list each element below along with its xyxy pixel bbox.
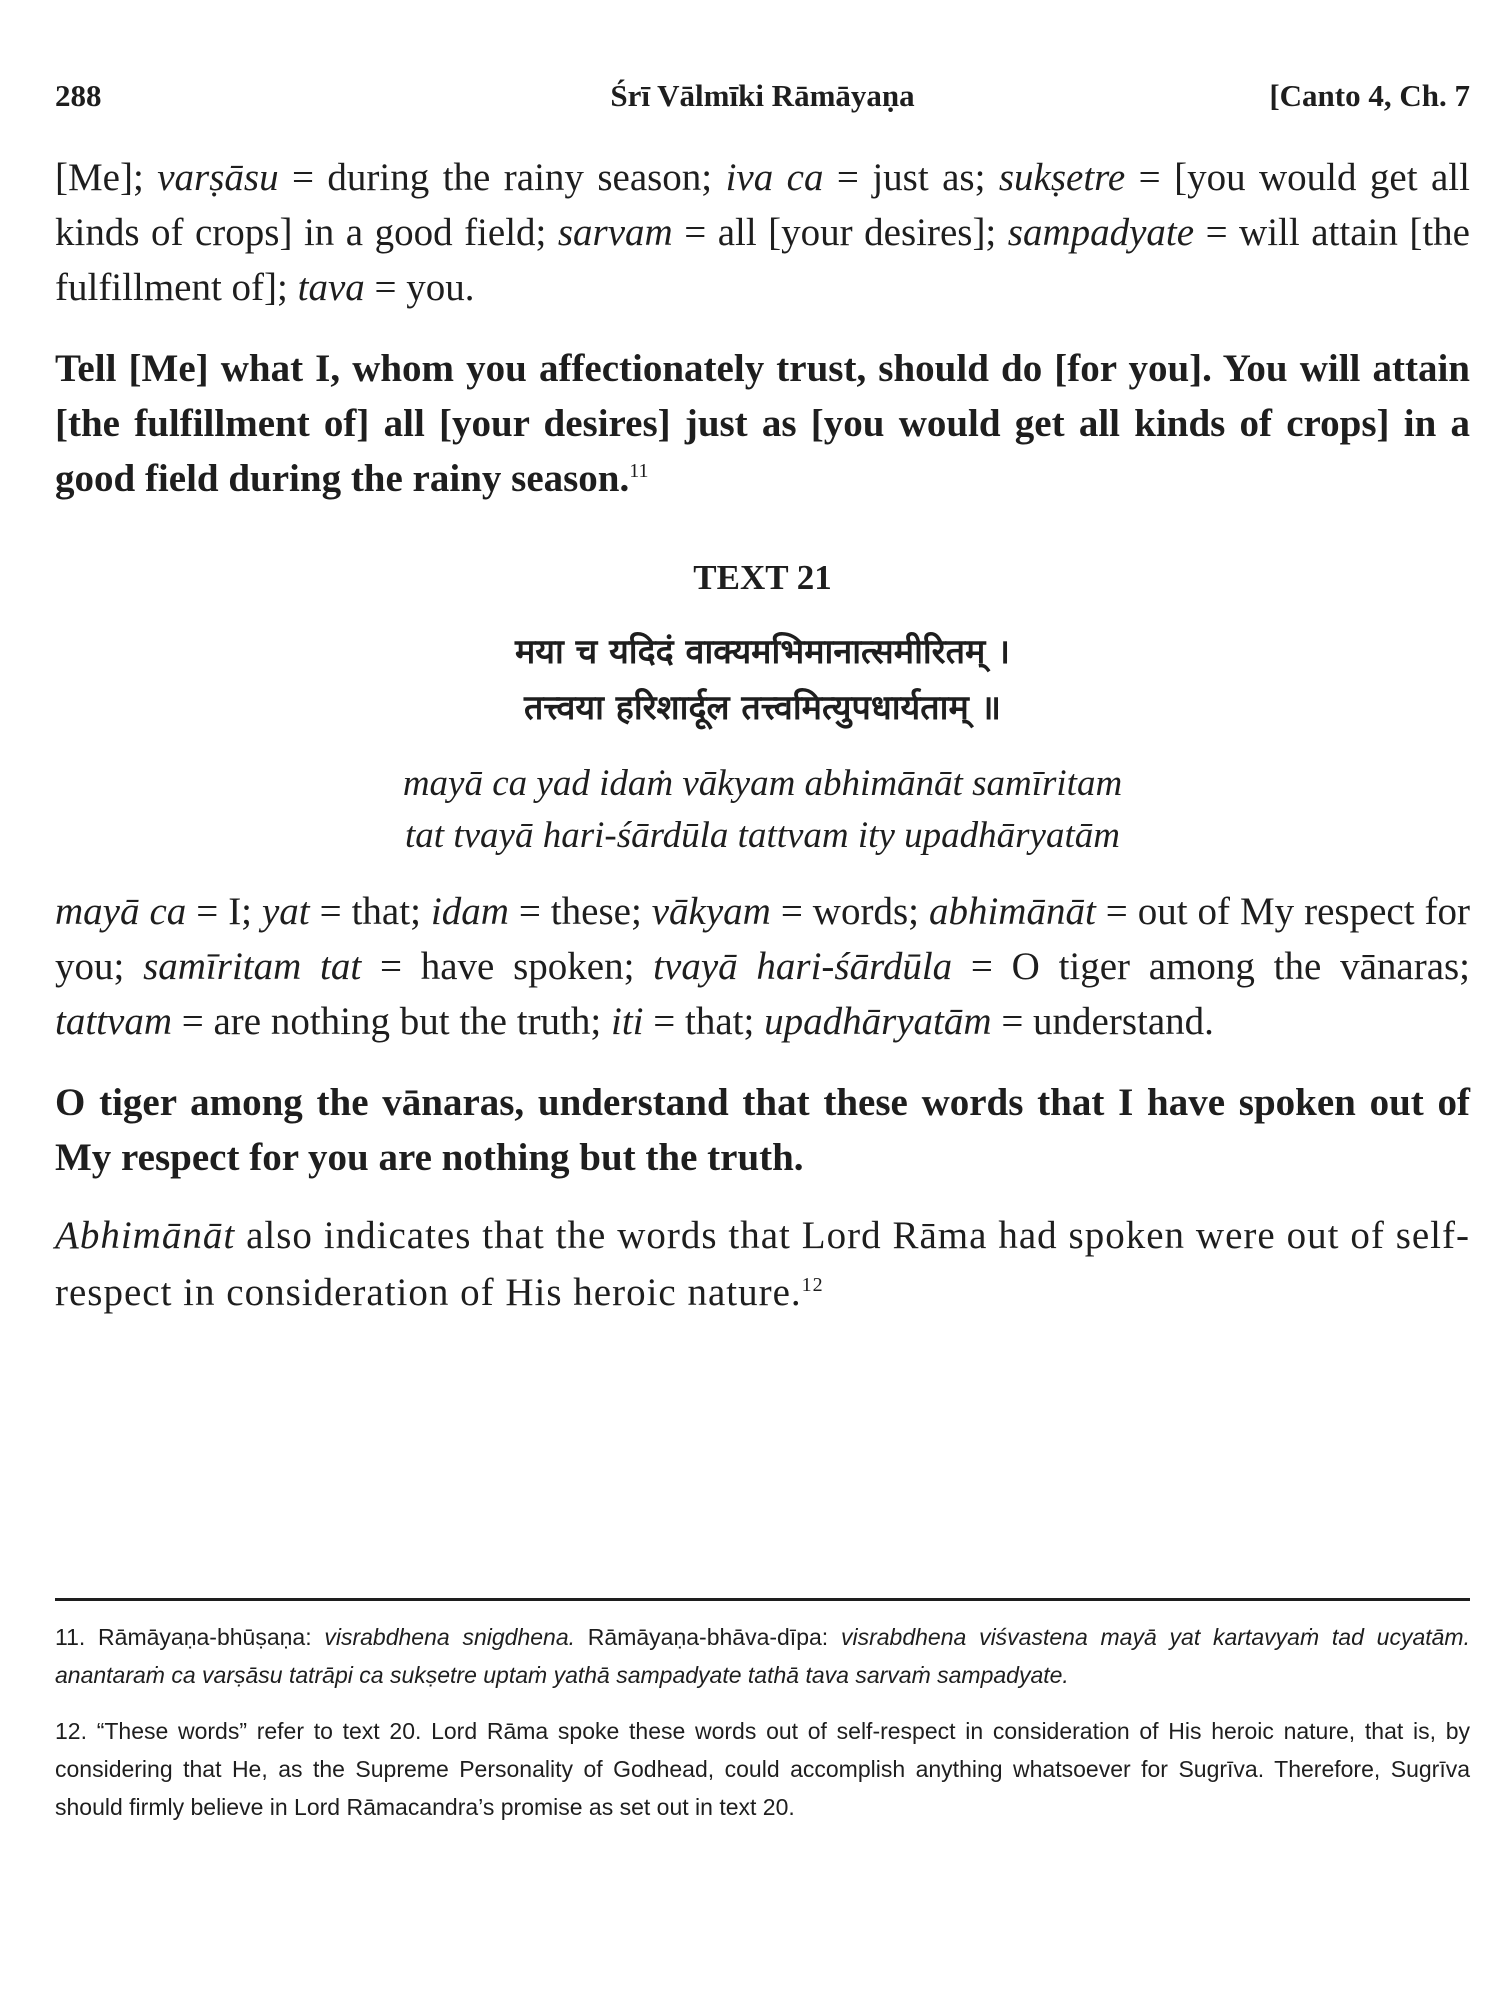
- footnote-12: [55, 1712, 1470, 1826]
- italic-term: sukṣetre: [998, 156, 1126, 199]
- italic-term: tattvam: [55, 1000, 172, 1043]
- italic-term: abhimānāt: [928, 890, 1096, 933]
- text-run: = you.: [364, 266, 475, 309]
- page-number: 288: [55, 78, 102, 113]
- text-run: = during the rainy season;: [278, 156, 726, 199]
- italic-term: varṣāsu: [157, 156, 279, 199]
- transliteration-line-2: tat tvayā hari-śārdūla tattvam ity upadhāryatām: [405, 815, 1120, 856]
- text-run: = [you would get all kinds of crops] in a good field;: [55, 156, 1470, 254]
- italic-term: yat: [262, 890, 310, 933]
- footnote-11: [55, 1618, 1470, 1694]
- translation-20-body: Tell [Me] what I, whom you affectionately trust, should do [for you]. You will attain [the fulfillment of] all [your desires] just as [you would get all kinds of crops] in a good field during the rainy season.: [55, 347, 1470, 500]
- italic-term: mayā ca: [55, 890, 187, 933]
- footnote-ref-11: 11: [629, 460, 649, 482]
- italic-term: upadhāryatām: [764, 1000, 992, 1043]
- text-run: = understand.: [991, 1000, 1214, 1043]
- text-run: = that;: [309, 890, 431, 933]
- text-run: [738, 945, 757, 988]
- translation-text-21: O tiger among the vānaras, understand that these words that I have spoken out of My respect for you are nothing but the truth.: [55, 1081, 1470, 1179]
- italic-term: idam: [430, 890, 509, 933]
- italic-term: iva ca: [725, 156, 824, 199]
- footnotes: [55, 1618, 1470, 1826]
- purport-body: also indicates that the words that Lord Rāma had spoken were out of self-respect in consideration of His heroic nature.: [55, 1214, 1470, 1314]
- sanskrit-line-2: तत्त्वया हरिशार्दूल तत्त्वमित्युपधार्यताम् ॥: [524, 688, 1001, 728]
- text-run: = out of My respect for you;: [55, 890, 1470, 988]
- italic-term: visrabdhena snigdhena.: [324, 1624, 576, 1650]
- book-title: Śrī Vālmīki Rāmāyaṇa: [610, 78, 915, 113]
- text-run: = that;: [643, 1000, 765, 1043]
- book-page: [55, 0, 1470, 2000]
- text-run: = just as;: [823, 156, 999, 199]
- italic-term: samīritam tat: [143, 945, 362, 988]
- text-run: = words;: [770, 890, 929, 933]
- word-gloss-text-21: [55, 884, 1470, 1049]
- transliteration-line-1: mayā ca yad idaṁ vākyam abhimānāt samīritam: [402, 763, 1123, 804]
- text-run: Rāmāyaṇa-bhāva-dīpa:: [575, 1624, 841, 1650]
- sanskrit-verse: [55, 624, 1470, 736]
- text-run: = I;: [186, 890, 262, 933]
- text-run: = these;: [508, 890, 652, 933]
- purport-lead-word: Abhimānāt: [55, 1214, 236, 1257]
- text-heading: TEXT 21: [693, 558, 832, 597]
- italic-term: sarvam: [557, 211, 673, 254]
- italic-term: hari-śārdūla: [756, 945, 953, 988]
- word-gloss-text-20: [55, 150, 1470, 315]
- running-header: [55, 78, 1470, 122]
- footnote-divider: [55, 1598, 1470, 1601]
- text-run: = all [your desires];: [672, 211, 1008, 254]
- italic-term: vākyam: [651, 890, 771, 933]
- canto-chapter: [Canto 4, Ch. 7: [1269, 78, 1470, 113]
- translation-text-20: [55, 341, 1470, 506]
- text-run: = will attain [the fulfillment of];: [55, 211, 1470, 309]
- text-run: [Me];: [55, 156, 158, 199]
- purport-paragraph: [55, 1207, 1470, 1321]
- footnote-ref-12: 12: [801, 1274, 824, 1296]
- italic-term: iti: [610, 1000, 644, 1043]
- text-run: 11. Rāmāyaṇa-bhūṣaṇa:: [55, 1624, 325, 1650]
- text-run: = are nothing but the truth;: [171, 1000, 611, 1043]
- page-body: [55, 150, 1470, 1321]
- italic-term: tava: [297, 266, 365, 309]
- sanskrit-line-1: मया च यदिदं वाक्यमभिमानात्समीरितम् ।: [514, 632, 1011, 672]
- italic-term: visrabdhena viśvastena mayā yat kartavyaṁ tad ucyatām. anantaraṁ ca varṣāsu tatrāpi ca sukṣetre uptaṁ yathā sampadyate tathā tava sarvaṁ sampadyate.: [55, 1624, 1470, 1688]
- transliteration-verse: [55, 758, 1470, 862]
- text-run: = O tiger among the vānaras;: [952, 945, 1471, 988]
- italic-term: tvayā: [653, 945, 738, 988]
- text-run: = have spoken;: [361, 945, 654, 988]
- text-run: 12. “These words” refer to text 20. Lord Rāma spoke these words out of self-respect in consideration of His heroic nature, that is, by considering that He, as the Supreme Personality of Godhead, could accomplish anything whatsoever for Sugrīva. Therefore, Sugrīva should firmly believe in Lord Rāmacandra’s promise as set out in text 20.: [55, 1718, 1470, 1820]
- italic-term: sampadyate: [1007, 211, 1195, 254]
